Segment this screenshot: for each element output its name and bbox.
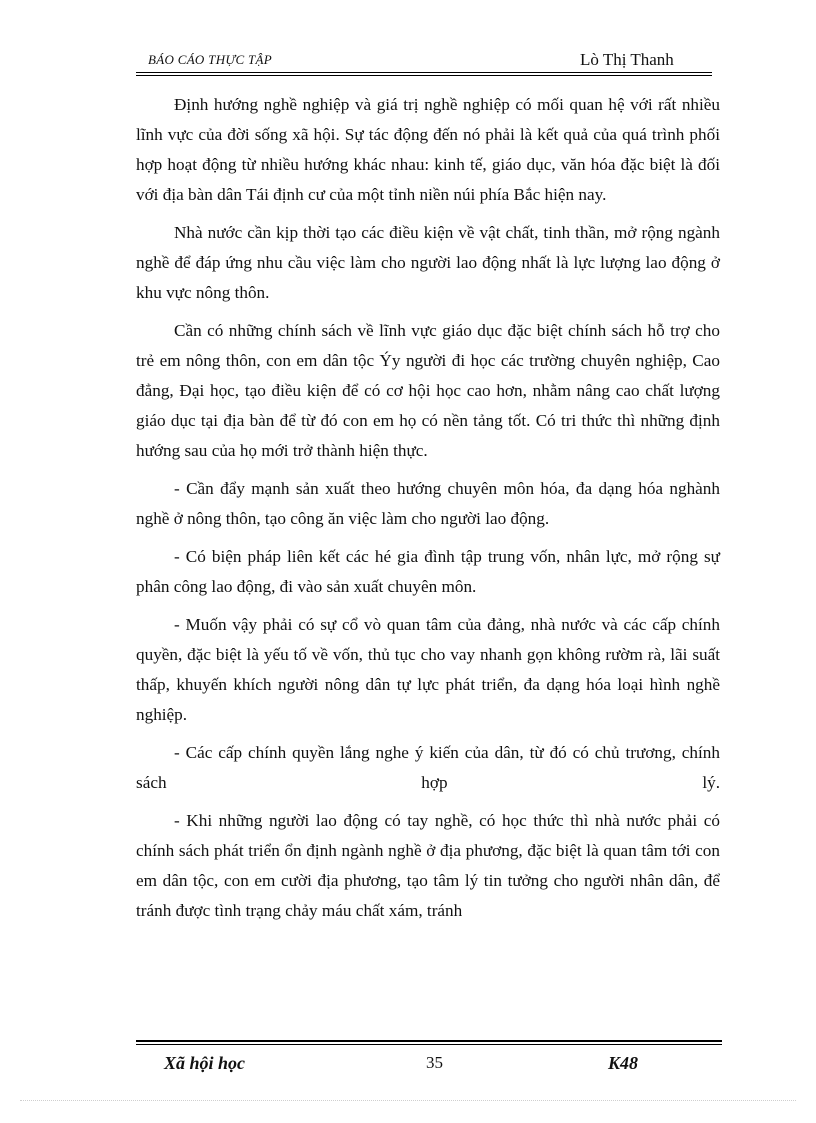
page-number: 35 [426, 1053, 443, 1072]
paragraph-6: - Muốn vậy phải có sự cổ vò quan tâm của đảng, nhà nước và các cấp chính quyền, đặc biệt là yếu tố về vốn, thủ tục cho vay nhanh gọn không rườm rà, lãi suất thấp, khuyến khích người nông dân tự lực phát triển, đa dạng hóa loại hình nghề nghiệp. [136, 615, 720, 724]
header-rule [136, 72, 712, 73]
header-rule-secondary [136, 75, 712, 76]
paragraph-2: Nhà nước cần kịp thời tạo các điều kiện về vật chất, tinh thần, mở rộng ngành nghề để đáp ứng nhu cầu việc làm cho người lao động nhất là lực lượng lao động ở khu vực nông thôn. [136, 223, 720, 302]
paragraph-3: Cần có những chính sách về lĩnh vực giáo dục đặc biệt chính sách hỗ trợ cho trẻ em nông thôn, con em dân tộc Ýy người đi học các trường chuyên nghiệp, Cao đẳng, Đại học, tạo điều kiện để có cơ hội học cao hơn, nhằm nâng cao chất lượng giáo dục tại địa bàn để từ đó con em họ có nền tảng tốt. Có tri thức thì những định hướng sau của họ mới trở thành hiện thực. [136, 321, 720, 460]
footer-subject: Xã hội học [164, 1053, 246, 1073]
paragraph-4: - Cần đẩy mạnh sản xuất theo hướng chuyên môn hóa, đa dạng hóa nghành nghề ở nông thôn, tạo công ăn việc làm cho người lao động. [136, 479, 720, 528]
paragraph-7: - Các cấp chính quyền lắng nghe ý kiến của dân, từ đó có chủ trương, chính sách hợp lý. [136, 743, 720, 792]
paragraph-1: Định hướng nghề nghiệp và giá trị nghề nghiệp có mối quan hệ với rất nhiều lĩnh vực của đời sống xã hội. Sự tác động đến nó phải là kết quả của quá trình phối hợp hoạt động từ nhiều hướng khác nhau: kinh tế, giáo dục, văn hóa đặc biệt là đối với địa bàn dân Tái định cư của một tỉnh niền núi phía Bắc hiện nay. [136, 95, 720, 204]
footer-rule [136, 1040, 722, 1042]
footer-class: K48 [608, 1053, 639, 1073]
header-author: Lò Thị Thanh [580, 50, 674, 69]
document-body [136, 90, 720, 934]
header-report-title: BÁO CÁO THỰC TẬP [148, 52, 273, 67]
page-bottom-border [20, 1100, 796, 1101]
paragraph-5: - Có biện pháp liên kết các hé gia đình tập trung vốn, nhân lực, mở rộng sự phân công lao động, đi vào sản xuất chuyên môn. [136, 547, 720, 596]
footer-rule-secondary [136, 1044, 722, 1045]
paragraph-8: - Khi những người lao động có tay nghề, có học thức thì nhà nước phải có chính sách phát triển ổn định ngành nghề ở địa phương, đặc biệt là quan tâm tới con em dân tộc, con em cười địa phương, tạo tâm lý tin tưởng cho người nhân dân, để tránh được tình trạng chảy máu chất xám, tránh [136, 811, 720, 920]
